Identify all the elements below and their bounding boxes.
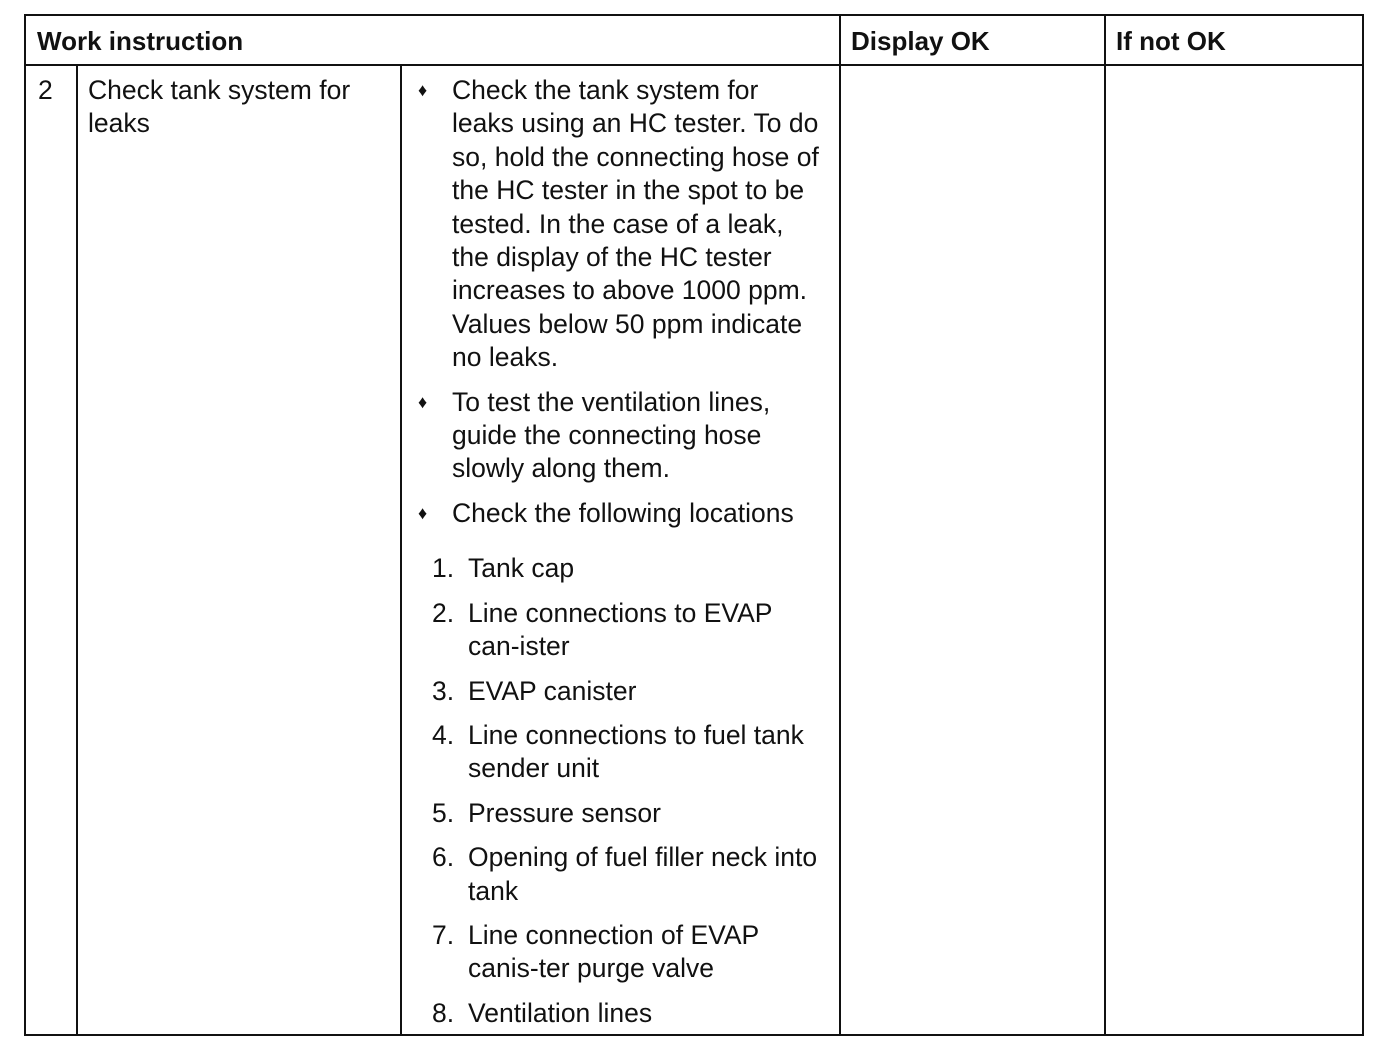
bullet-item (416, 386, 824, 486)
bullet-text: To test the ventilation lines, guide the connecting hose slowly along them. (452, 386, 771, 484)
list-item (432, 841, 824, 908)
instruction-steps (416, 74, 824, 1041)
list-item (432, 997, 824, 1030)
list-item (432, 675, 824, 708)
list-item-number: 1. (432, 553, 455, 584)
list-item-number: 5. (432, 797, 455, 828)
column-divider-if-not-ok (1104, 16, 1106, 1034)
list-item-text: Ventilation lines (468, 997, 653, 1028)
list-item (432, 797, 824, 830)
list-item-text: Opening of fuel filler neck into tank (468, 842, 818, 906)
list-item-number: 6. (432, 842, 455, 873)
locations-list (416, 552, 824, 1030)
list-item-number: 2. (432, 597, 455, 628)
list-item (432, 719, 824, 786)
list-item-number: 4. (432, 719, 455, 750)
header-display-ok: Display OK (851, 26, 990, 56)
header-work-instruction: Work instruction (37, 26, 244, 56)
list-item (432, 552, 824, 585)
column-divider-instructions (400, 66, 402, 1034)
column-divider-step-number (76, 66, 78, 1034)
list-item-text: Pressure sensor (468, 797, 661, 828)
list-item-text: Tank cap (468, 553, 575, 584)
diamond-bullet-icon: ♦ (418, 80, 428, 100)
step-number: 2 (38, 75, 53, 105)
column-divider-display-ok (839, 16, 841, 1034)
bullet-text: Check the tank system for leaks using an HC tester. To do so, hold the connecting hose of the HC tester in the spot to be tested. In the case of a leak, the display of the HC tester increases to above 1000 ppm. Values below 50 ppm indicate no leaks. (452, 75, 819, 373)
diamond-bullet-icon: ♦ (418, 391, 428, 412)
bullet-item (416, 497, 824, 530)
list-item-number: 8. (432, 997, 455, 1028)
work-instruction-table (24, 14, 1364, 1036)
list-item (432, 597, 824, 664)
header-if-not-ok: If not OK (1116, 26, 1226, 56)
step-title: Check tank system for leaks (88, 75, 351, 139)
list-item (432, 919, 824, 986)
list-item-number: 7. (432, 919, 455, 950)
header-divider (26, 64, 1362, 66)
diamond-bullet-icon: ♦ (418, 502, 428, 523)
list-item-text: Line connections to fuel tank sender unit (468, 719, 804, 784)
list-item-number: 3. (432, 675, 455, 706)
list-item-text: Line connections to EVAP can-ister (468, 597, 772, 662)
bullet-item (416, 74, 824, 375)
list-item-text: EVAP canister (468, 675, 637, 706)
bullet-text: Check the following locations (452, 497, 794, 528)
list-item-text: Line connection of EVAP canis-ter purge valve (468, 919, 759, 984)
